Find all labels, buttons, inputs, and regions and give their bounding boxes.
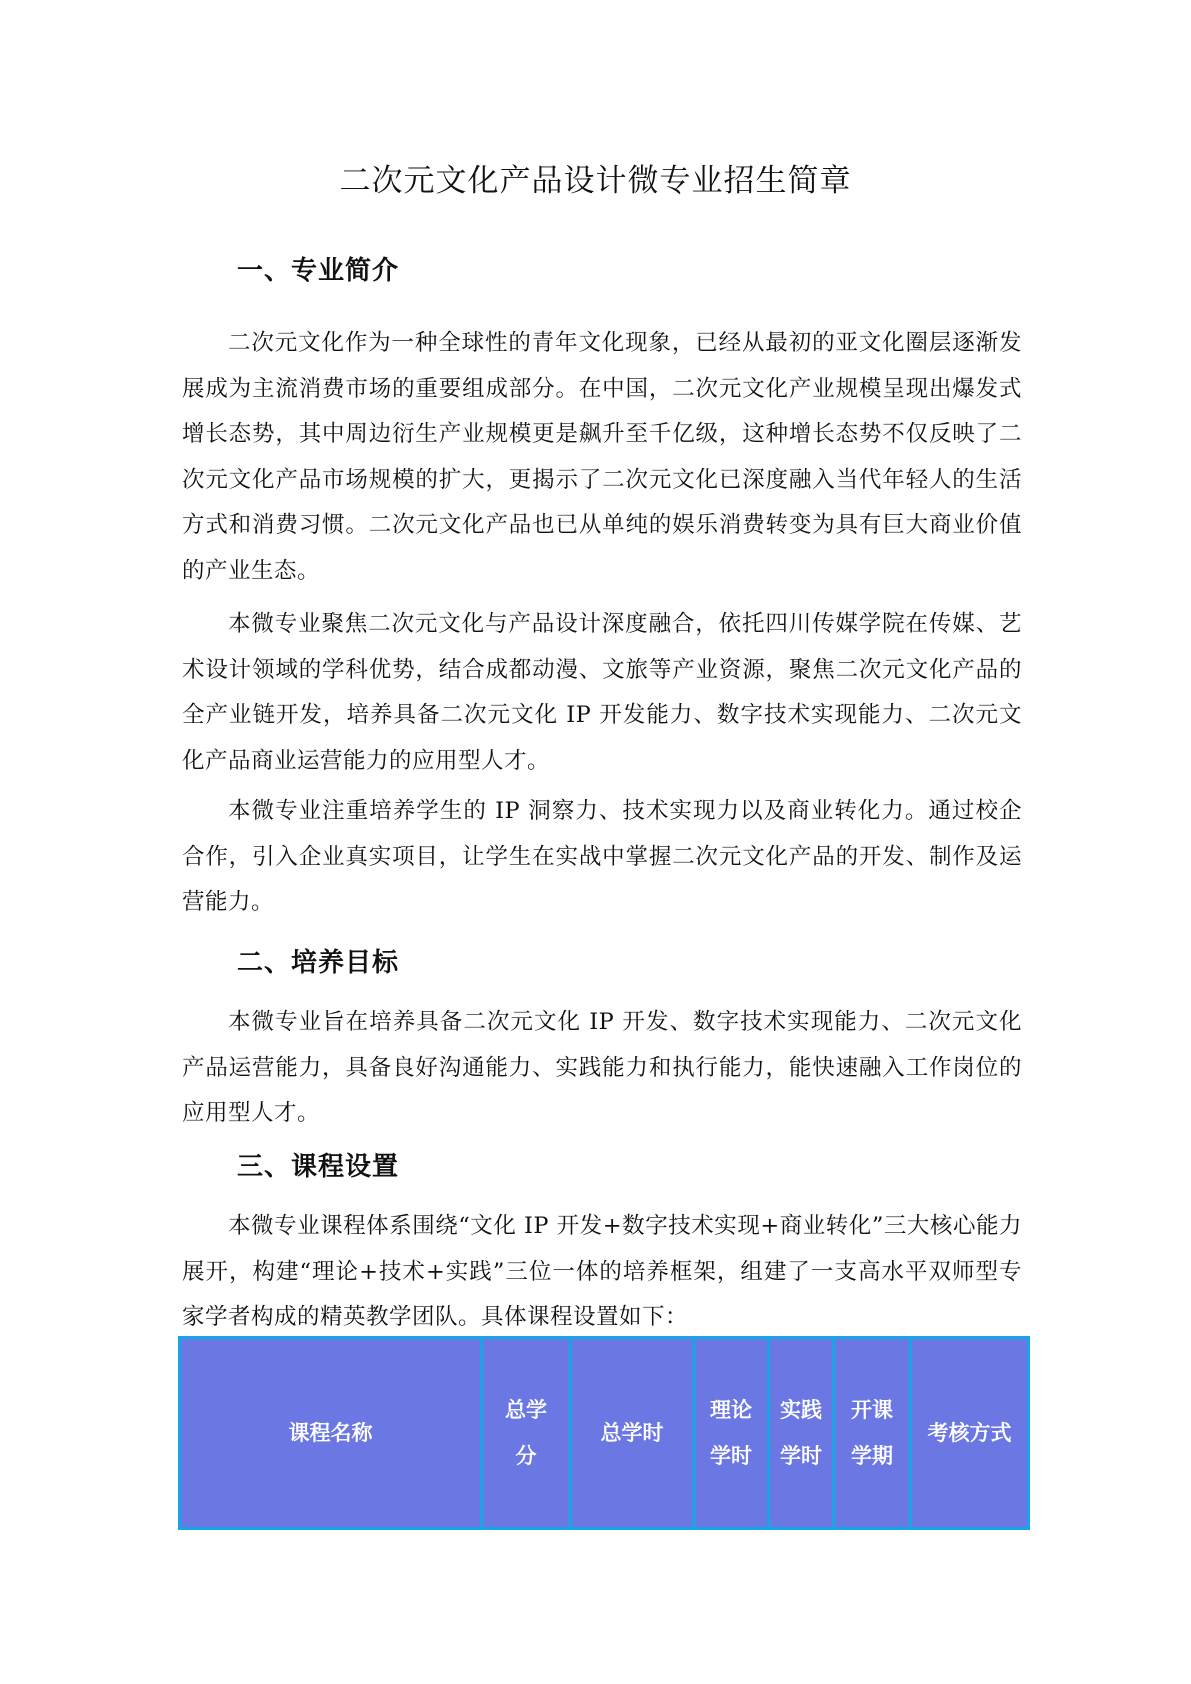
- intro-paragraph-3: 本微专业注重培养学生的 IP 洞察力、技术实现力以及商业转化力。通过校企合作，引入企业真实项目，让学生在实战中掌握二次元文化产品的开发、制作及运营能力。: [182, 798, 1022, 916]
- column-header-total-hours: 总学时: [571, 1338, 694, 1529]
- section-heading-goals: 二、培养目标: [237, 948, 400, 978]
- column-header-assessment: 考核方式: [911, 1338, 1029, 1529]
- column-header-semester: 开课学期: [834, 1338, 911, 1529]
- page-title: 二次元文化产品设计微专业招生简章: [339, 163, 852, 199]
- course-table-header-row: [180, 1338, 1029, 1529]
- column-header-total-credits: 总学分: [482, 1338, 571, 1529]
- section-heading-intro: 一、专业简介: [237, 256, 400, 286]
- intro-paragraph-1: 二次元文化作为一种全球性的青年文化现象，已经从最初的亚文化圈层逐渐发展成为主流消费市场的重要组成部分。在中国，二次元文化产业规模呈现出爆发式增长态势，其中周边衍生产业规模更是飙升至千亿级，这种增长态势不仅反映了二次元文化产品市场规模的扩大，更揭示了二次元文化已深度融入当代年轻人的生活方式和消费习惯。二次元文化产品也已从单纯的娱乐消费转变为具有巨大商业价值的产业生态。: [182, 330, 1022, 584]
- intro-paragraph-2: 本微专业聚焦二次元文化与产品设计深度融合，依托四川传媒学院在传媒、艺术设计领域的学科优势，结合成都动漫、文旅等产业资源，聚焦二次元文化产品的全产业链开发，培养具备二次元文化 IP 开发能力、数字技术实现能力、二次元文化产品商业运营能力的应用型人才。: [182, 611, 1022, 774]
- column-header-course-name: 课程名称: [180, 1338, 482, 1529]
- course-table: [178, 1336, 1030, 1530]
- column-header-theory-hours: 理论学时: [694, 1338, 769, 1529]
- courses-paragraph: 本微专业课程体系围绕“文化 IP 开发+数字技术实现+商业转化”三大核心能力展开，构建“理论+技术+实践”三位一体的培养框架，组建了一支高水平双师型专家学者构成的精英教学团队。具体课程设置如下：: [182, 1213, 1022, 1331]
- section-heading-courses: 三、课程设置: [237, 1152, 400, 1182]
- goals-paragraph: 本微专业旨在培养具备二次元文化 IP 开发、数字技术实现能力、二次元文化产品运营能力，具备良好沟通能力、实践能力和执行能力，能快速融入工作岗位的应用型人才。: [182, 1009, 1022, 1127]
- column-header-practice-hours: 实践学时: [769, 1338, 834, 1529]
